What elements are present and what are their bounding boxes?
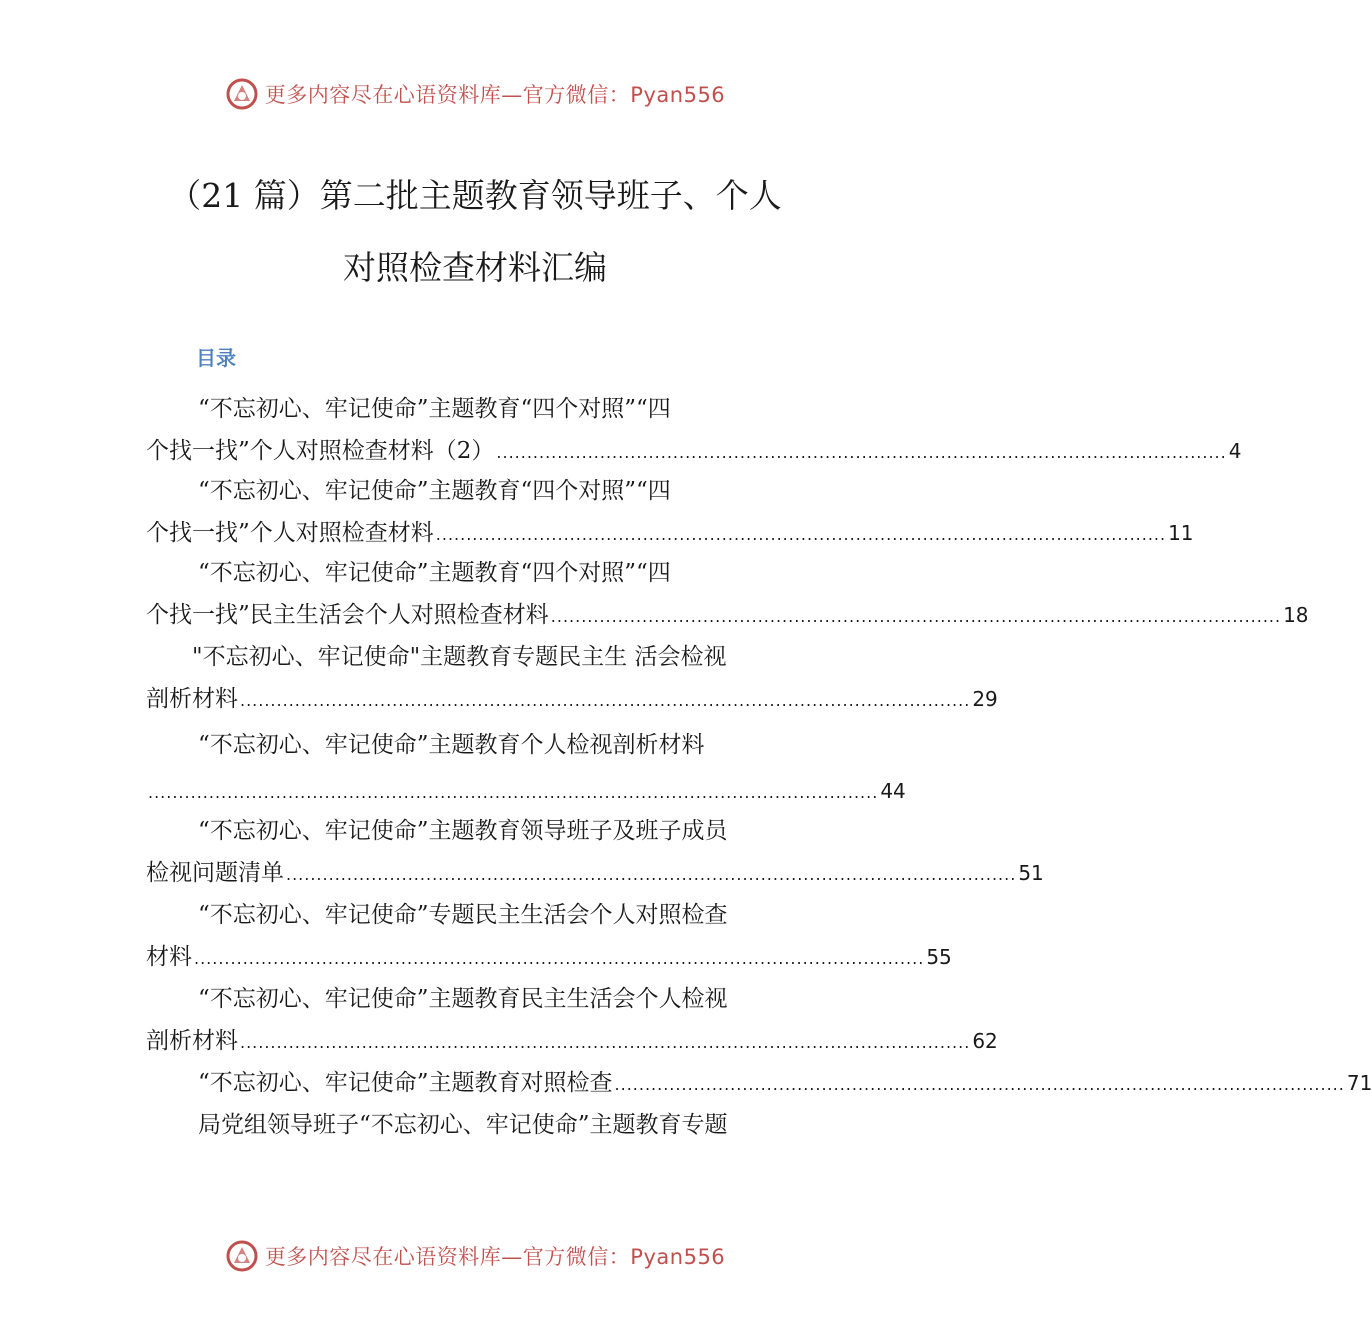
- toc-entry-title-cont: 个找一找”个人对照检查材料（2）: [146, 438, 495, 464]
- toc-entry[interactable]: [146, 636, 998, 722]
- toc-page-number: 55: [926, 945, 952, 969]
- toc-leader: ........................................................................................................................: [240, 691, 971, 710]
- toc-entry-title-cont: 个找一找”个人对照检查材料: [146, 520, 434, 546]
- toc-page-number: 71: [1346, 1071, 1372, 1095]
- toc-entry[interactable]: [146, 724, 906, 814]
- toc-leader: ........................................................................................................................: [435, 525, 1167, 544]
- toc-entry-title: “不忘初心、牢记使命”主题教育领导班子及班子成员: [198, 818, 728, 844]
- toc-entry[interactable]: [146, 894, 952, 980]
- toc-leader: ........................................................................................................................: [286, 865, 1017, 884]
- toc-entry[interactable]: [146, 1062, 1372, 1106]
- toc-page-number: 44: [880, 779, 906, 803]
- toc-entry-title: "不忘初心、牢记使命"主题教育专题民主生 活会检视: [192, 644, 727, 670]
- toc-page-number: 62: [972, 1029, 998, 1053]
- toc-entry-title: “不忘初心、牢记使命”主题教育“四个对照”“四: [198, 396, 671, 422]
- toc-entry[interactable]: [146, 978, 998, 1064]
- toc-entry-title: “不忘初心、牢记使命”主题教育对照检查: [198, 1070, 613, 1096]
- toc-entry-title: “不忘初心、牢记使命”主题教育个人检视剖析材料: [198, 732, 705, 758]
- toc-entry-title-cont: 剖析材料: [146, 686, 238, 712]
- toc-leader: ........................................................................................................................: [148, 783, 879, 802]
- toc-leader: ........................................................................................................................: [496, 443, 1227, 462]
- toc-entry[interactable]: [146, 1104, 806, 1146]
- brand-logo-icon: [225, 1239, 259, 1273]
- toc-entry[interactable]: [146, 810, 1044, 896]
- footer-banner: [0, 1236, 950, 1276]
- toc-entry-title-cont: 材料: [146, 944, 192, 970]
- toc-page-number: 51: [1018, 861, 1044, 885]
- toc-leader: ........................................................................................................................: [550, 607, 1282, 626]
- toc-entry-title: 局党组领导班子“不忘初心、牢记使命”主题教育专题: [198, 1112, 728, 1138]
- toc-page-number: 4: [1228, 439, 1242, 463]
- toc-leader: ........................................................................................................................: [240, 1033, 971, 1052]
- document-title: [0, 160, 950, 304]
- toc-leader: ........................................................................................................................: [194, 949, 925, 968]
- toc-leader: ........................................................................................................................: [614, 1075, 1345, 1094]
- title-line-2: 对照检查材料汇编: [343, 248, 607, 287]
- banner-text: 更多内容尽在心语资料库—官方微信：Pyan556: [264, 1245, 726, 1269]
- toc-entry[interactable]: [146, 552, 1309, 638]
- toc-page-number: 11: [1168, 521, 1194, 545]
- toc-entry[interactable]: [146, 470, 1194, 556]
- toc-entry-title-cont: 剖析材料: [146, 1028, 238, 1054]
- toc-page-number: 18: [1283, 603, 1309, 627]
- title-line-1: （21 篇）第二批主题教育领导班子、个人: [168, 176, 782, 215]
- toc-heading: 目录: [196, 346, 236, 370]
- toc-entry-title-cont: 检视问题清单: [146, 860, 284, 886]
- toc-page-number: 29: [972, 687, 998, 711]
- toc-entry[interactable]: [146, 388, 1242, 474]
- brand-logo-icon: [225, 77, 259, 111]
- toc-entry-title: “不忘初心、牢记使命”主题教育民主生活会个人检视: [198, 986, 728, 1012]
- toc-entry-title: “不忘初心、牢记使命”专题民主生活会个人对照检查: [198, 902, 728, 928]
- toc-entry-title: “不忘初心、牢记使命”主题教育“四个对照”“四: [198, 560, 671, 586]
- toc-entry-title: “不忘初心、牢记使命”主题教育“四个对照”“四: [198, 478, 671, 504]
- header-banner: [0, 74, 950, 114]
- toc-entry-title-cont: 个找一找”民主生活会个人对照检查材料: [146, 602, 549, 628]
- banner-text: 更多内容尽在心语资料库—官方微信：Pyan556: [264, 83, 726, 107]
